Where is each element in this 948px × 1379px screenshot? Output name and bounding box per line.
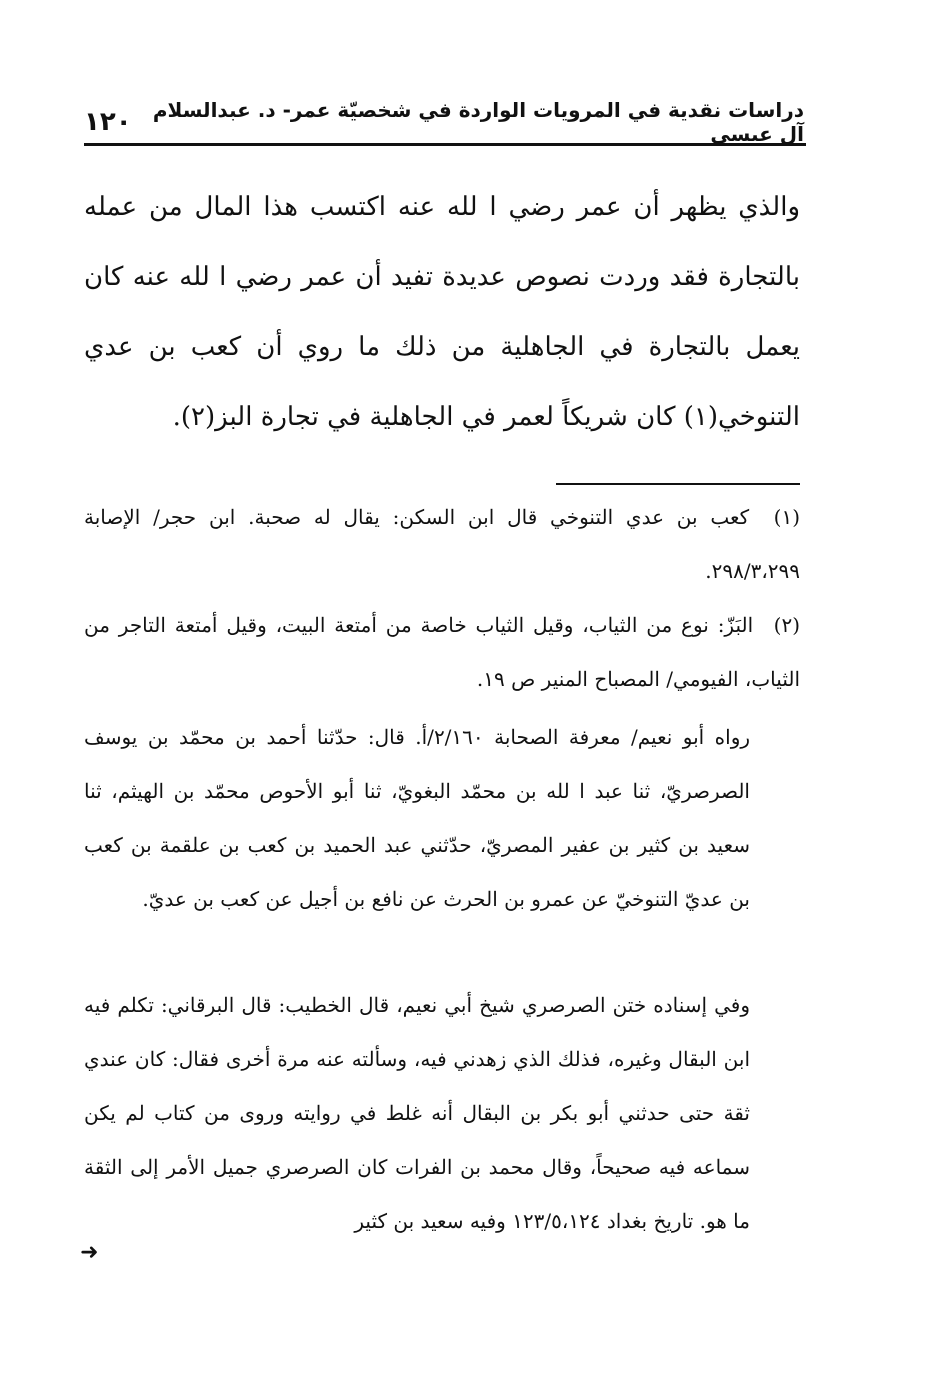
footnote-text: كعب بن عدي التنوخي قال ابن السكن: يقال له صحبة. ابن حجر/ الإصابة ٢٩٨/٣،٢٩٩. [84,505,800,583]
footnote-marker: (٢) [773,613,801,637]
footnote-text: البَزّ: نوع من الثياب، وقيل الثياب خاصة من أمتعة البيت، وقيل أمتعة التاجر من الثياب، الفيومي/ المصباح المنير ص ١٩. [84,613,800,691]
footnote-marker: (١) [773,505,800,529]
running-title: دراسات نقدية في المرويات الواردة في شخصيّة عمر- د. عبدالسلام آل عيسى [152,98,804,146]
isnad-critique-note: وفي إسناده ختن الصرصري شيخ أبي نعيم، قال الخطيب: قال البرقاني: تكلم فيه ابن البقال وغيره، فذلك الذي زهدني فيه، وسألته عنه مرة أخرى فقال: كان عندي ثقة حتى حدثني أبو بكر بن البقال أنه غلط في روايته وروى من كتاب لم يكن سماعه فيه صحيحاً، وقال محمد بن الفرات كان الصرصري جميل الأمر إلى الثقة ما هو. تاريخ بغداد ١٢٣/٥،١٢٤ وفيه سعيد بن كثير [84,993,750,1233]
continuation-arrow-icon: ➜ [80,1240,99,1265]
body-paragraph: والذي يظهر أن عمر رضي ا لله عنه اكتسب هذا المال من عمله بالتجارة فقد وردت نصوص عديدة تفيد أن عمر رضي ا لله عنه كان يعمل بالتجارة في الجاهلية من ذلك ما روي أن كعب بن عدي التنوخي(١) كان شريكاً لعمر في الجاهلية في تجارة البز(٢). [84,192,800,432]
page-number: ١٢٠ [84,107,132,137]
footnote-1 [84,490,800,598]
isnad-note: رواه أبو نعيم/ معرفة الصحابة ٢/١٦٠/أ. قال: حدّثنا أحمد بن محمّد بن يوسف الصرصريّ، ثنا عبد ا لله بن محمّد البغويّ، ثنا أبو الأحوص محمّد بن الهيثم، ثنا سعيد بن كثير بن عفير المصريّ، حدّثني عبد الحميد بن كعب بن علقمة بن كعب بن عديّ التنوخيّ عن عمرو بن الحرث عن نافع بن أجيل عن كعب بن عديّ. [84,725,751,911]
footnote-2 [84,598,800,706]
footnote-separator [556,483,800,485]
running-header [84,98,804,146]
header-rule [84,143,806,146]
